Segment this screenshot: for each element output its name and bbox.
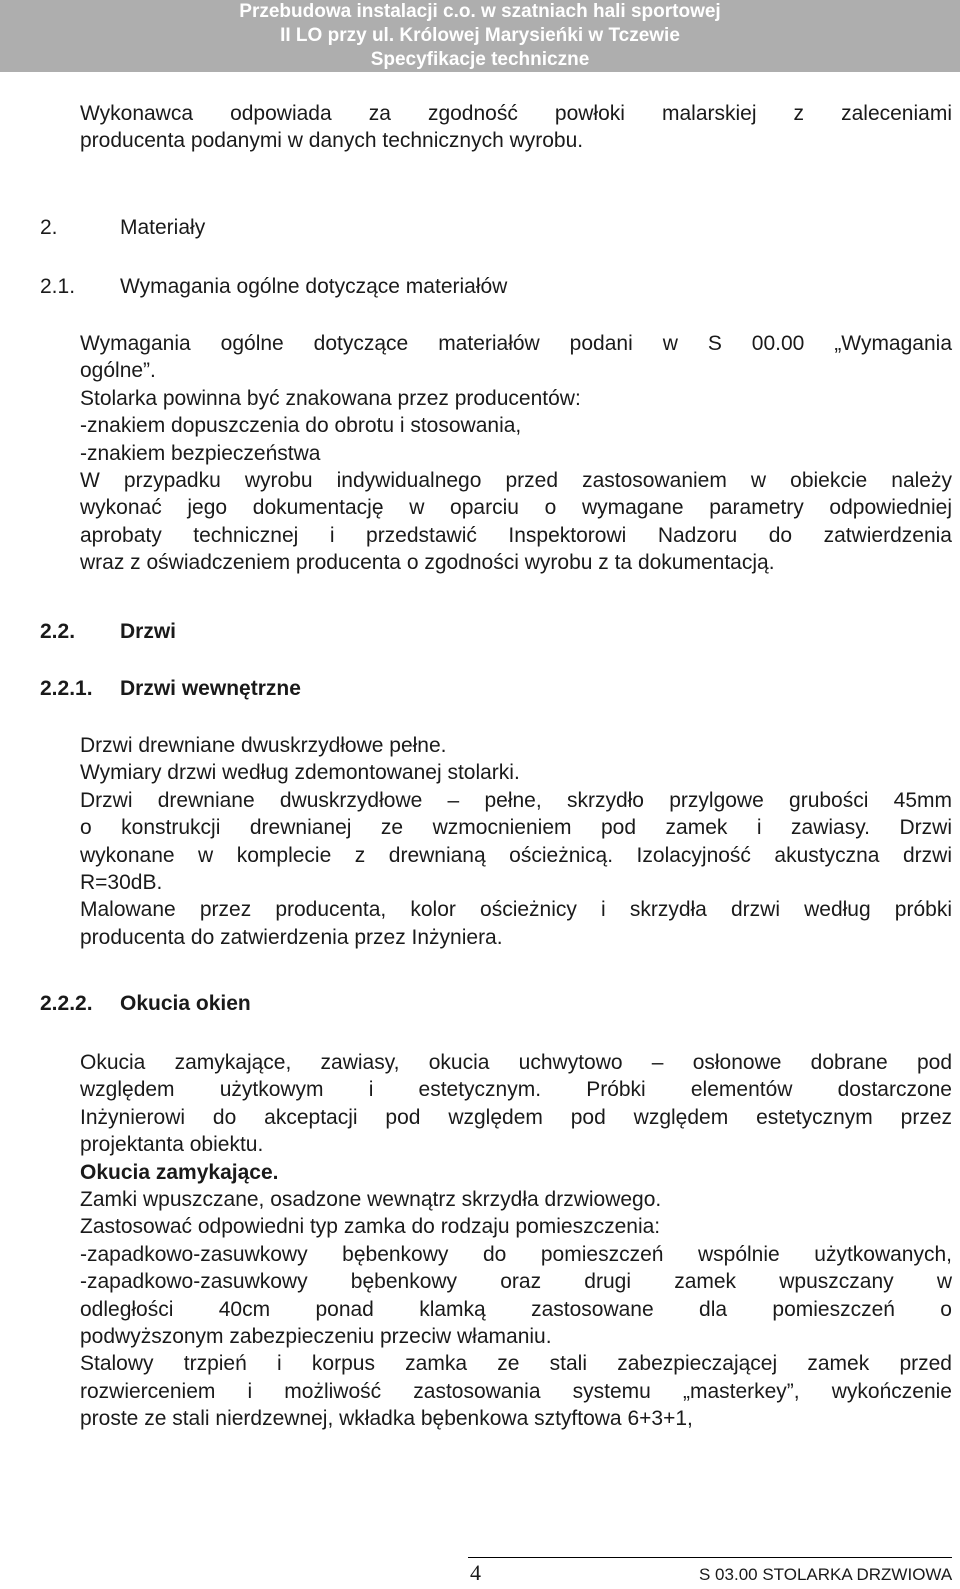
section-number: 2. [40, 216, 58, 239]
section-number: 2.1. [40, 275, 76, 298]
text-line: o konstrukcji drewnianej ze wzmocnieniem pod zamek i zawiasy. Drzwi [80, 816, 952, 840]
text-line: proste ze stali nierdzewnej, wkładka bębenkowa sztyftowa 6+3+1, [80, 1407, 693, 1431]
text-line: Zamki wpuszczane, osadzone wewnątrz skrzydła drzwiowego. [80, 1188, 662, 1212]
section-number: 2.2. [40, 620, 76, 643]
header-line-3: Specyfikacje techniczne [370, 49, 590, 70]
page-number: 4 [470, 1560, 481, 1585]
section-heading-2-2 [40, 618, 176, 645]
section-heading-2-1 [40, 273, 507, 300]
text-line: producenta do zatwierdzenia przez Inżyniera. [80, 925, 503, 949]
paragraph-2-2-1 [80, 732, 952, 951]
section-title: Okucia okien [120, 992, 251, 1015]
text-line: Malowane przez producenta, kolor ościeżnicy i skrzydła drzwi według próbki [80, 898, 952, 922]
text-line: W przypadku wyrobu indywidualnego przed zastosowaniem w obiekcie należy [80, 469, 952, 493]
text-line: Zastosować odpowiedni typ zamka do rodzaju pomieszczenia: [80, 1215, 661, 1239]
text-line: względem użytkowym i estetycznym. Próbki elementów dostarczone [80, 1078, 952, 1102]
footer-document-code: S 03.00 STOLARKA DRZWIOWA [699, 1565, 953, 1584]
subheading-okucia-zamykajace: Okucia zamykające. [80, 1160, 279, 1184]
text-line: -znakiem bezpieczeństwa [80, 441, 321, 465]
text-line: Drzwi drewniane dwuskrzydłowe – pełne, skrzydło przylgowe grubości 45mm [80, 788, 952, 812]
footer-divider [468, 1557, 952, 1558]
text-line: projektanta obiektu. [80, 1133, 264, 1157]
section-heading-2-2-2 [40, 990, 251, 1017]
section-number: 2.2.2. [40, 992, 93, 1015]
text-line: wykonać jego dokumentację w oparciu o wymagane parametry odpowiedniej [80, 496, 952, 520]
text-line: wykonane w komplecie z drewnianą ościeżnicą. Izolacyjność akustyczna drzwi [80, 843, 952, 867]
text-line: Stalowy trzpień i korpus zamka ze stali zabezpieczającej zamek przed [80, 1352, 952, 1376]
section-heading-2 [40, 214, 205, 241]
section-title: Drzwi wewnętrzne [120, 677, 301, 700]
section-title: Wymagania ogólne dotyczące materiałów [120, 275, 508, 298]
text-line: Wykonawca odpowiada za zgodność powłoki malarskiej z zaleceniami [80, 102, 952, 125]
text-line: producenta podanymi w danych technicznych wyrobu. [80, 129, 584, 153]
section-number: 2.2.1. [40, 677, 93, 700]
text-line: -zapadkowo-zasuwkowy bębenkowy oraz drugi zamek wpuszczany w [80, 1270, 952, 1294]
section-heading-2-2-1 [40, 675, 301, 702]
text-line: ogólne”. [80, 359, 156, 383]
paragraph-2-1 [80, 330, 952, 577]
text-line: Stolarka powinna być znakowana przez producentów: [80, 386, 581, 410]
section-title: Drzwi [120, 620, 177, 643]
text-line: R=30dB. [80, 871, 163, 895]
text-line: Okucia zamykające, zawiasy, okucia uchwytowo – osłonowe dobrane pod [80, 1051, 952, 1074]
text-line: rozwierceniem i możliwość zastosowania systemu „masterkey”, wykończenie [80, 1379, 952, 1403]
paragraph-2-2-2 [80, 1049, 952, 1433]
text-line: wraz z oświadczeniem producenta o zgodności wyrobu z ta dokumentacją. [80, 551, 775, 575]
text-line: -znakiem dopuszczenia do obrotu i stosowania, [80, 414, 522, 438]
text-line: odległości 40cm ponad klamką zastosowane dla pomieszczeń o [80, 1297, 952, 1321]
intro-paragraph [80, 100, 952, 155]
text-line: aprobaty technicznej i przedstawić Inspektorowi Nadzoru do zatwierdzenia [80, 523, 952, 547]
header-line-1: Przebudowa instalacji c.o. w szatniach hali sportowej [239, 1, 721, 22]
text-line: -zapadkowo-zasuwkowy bębenkowy do pomieszczeń wspólnie użytkowanych, [80, 1242, 952, 1266]
document-header [0, 0, 960, 72]
text-line: Wymagania ogólne dotyczące materiałów podani w S 00.00 „Wymagania [80, 332, 952, 355]
text-line: podwyższonym zabezpieczeniu przeciw włamaniu. [80, 1325, 552, 1349]
text-line: Drzwi drewniane dwuskrzydłowe pełne. [80, 734, 447, 757]
text-line: Inżynierowi do akceptacji pod względem pod względem estetycznym przez [80, 1105, 952, 1129]
text-line: Wymiary drzwi według zdemontowanej stolarki. [80, 761, 520, 785]
header-line-2: II LO przy ul. Królowej Marysieńki w Tczewie [280, 25, 680, 46]
section-title: Materiały [120, 216, 206, 239]
